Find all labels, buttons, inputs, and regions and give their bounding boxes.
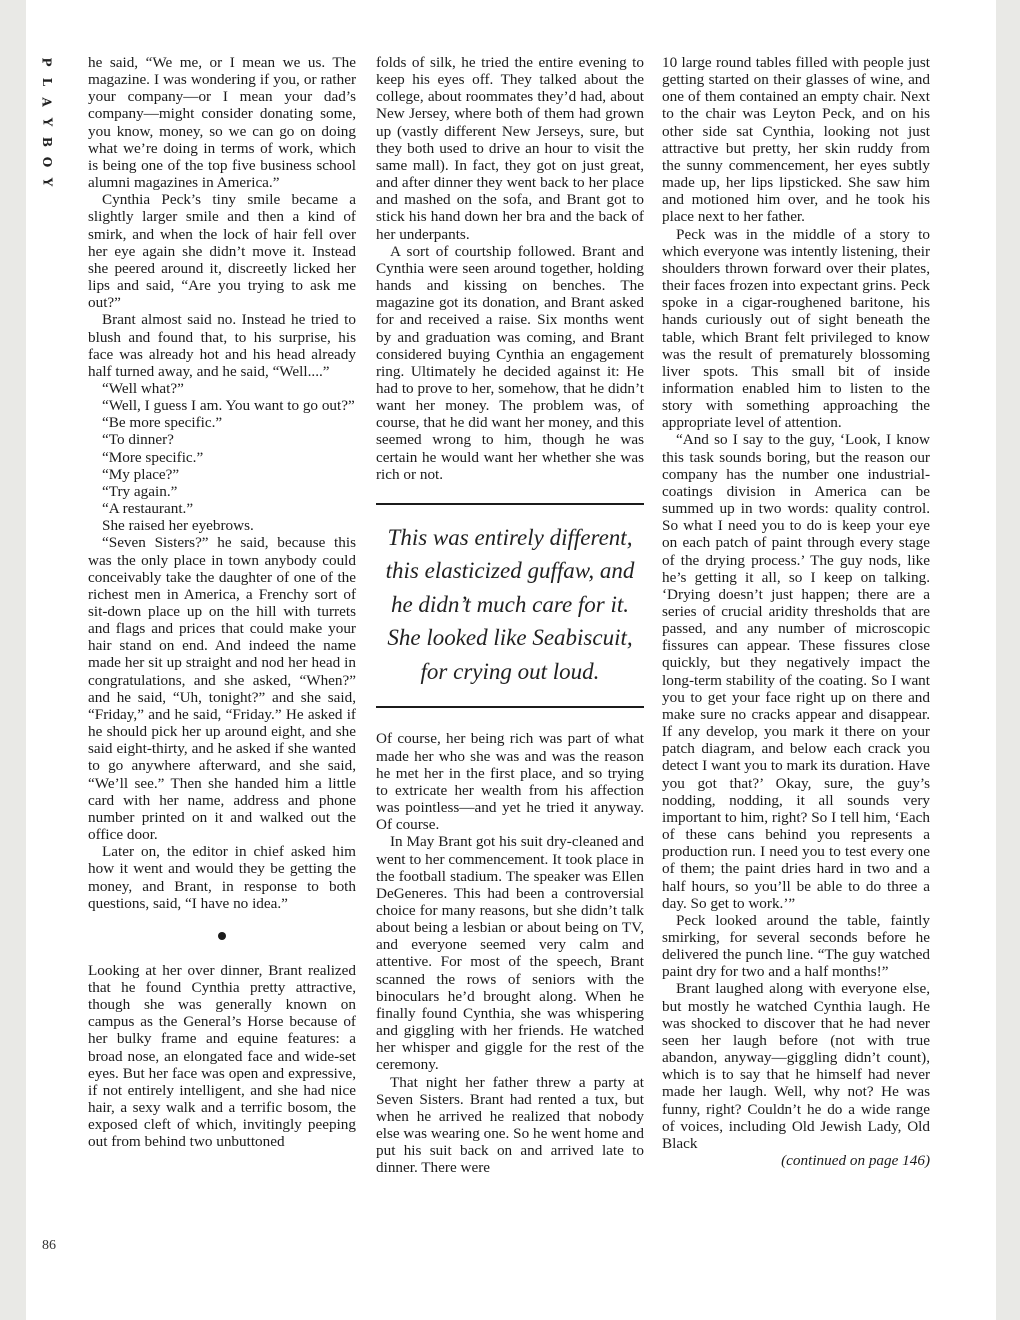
paragraph: “Be more specific.” bbox=[102, 414, 223, 432]
paragraph: “To dinner? bbox=[102, 431, 174, 449]
paragraph: Looking at her over dinner, Brant realized that he found Cynthia pretty attractive, though she was generally known on campus as the General’s Horse because of her bulky frame and equine features: a broad nose, an elongated face and wide-set eyes. But her face was open and expressive, if not entirely intelligent, and she had nice hair, a sexy walk and a terrific bosom, the exposed cleft of which, invitingly peeping out from behind two unbuttoned bbox=[88, 961, 356, 1151]
paragraph: “A restaurant.” bbox=[102, 500, 194, 518]
masthead-letter: P bbox=[40, 57, 54, 67]
paragraph: A sort of courtship followed. Brant and Cynthia were seen around together, holding hands and kissing on benches. The magazine got its donation, and Brant asked for and received a raise. Six months went by and graduation was coming, and Brant considered buying Cynthia an engagement ring. Ultimately he decided against it: He had to prove to her, somehow, that he didn’t want her money. The problem was, of course, that he did want her money, and this seemed wrong to him, though he was certain he would want her whether she was rich or not. bbox=[376, 242, 644, 483]
paragraph: That night her father threw a party at Seven Sisters. Brant had rented a tux, but when he arrived he realized that nobody else was wearing one. So he went home and put his suit back on and arrived late to dinner. There were bbox=[376, 1073, 644, 1177]
paragraph: he said, “We me, or I mean we us. The magazine. I was wondering if you, or rather your company—or I mean your dad’s company—might consider donating some, you know, money, so we can go on doing what we’re doing in terms of work, which is being one of the top five business school alumni magazines in America.” bbox=[88, 54, 356, 192]
text-column-1 bbox=[88, 54, 356, 1151]
paragraph: “My place?” bbox=[102, 465, 180, 483]
paragraph: “More specific.” bbox=[102, 448, 204, 466]
masthead-letter: B bbox=[40, 136, 54, 148]
pull-quote bbox=[376, 503, 644, 709]
paragraph: “Well, I guess I am. You want to go out?” bbox=[102, 397, 355, 415]
paragraph: Later on, the editor in chief asked him how it went and would they be getting the money, and Brant, in response to both questions, said, “I have no idea.” bbox=[88, 843, 356, 912]
masthead-letter: L bbox=[40, 77, 54, 87]
paragraph: Of course, her being rich was part of what made her who she was and was the reason he met her in the first place, and so trying to extricate her wealth from his affection was pointless—and yet he tried it anyway. Of course. bbox=[376, 730, 644, 834]
masthead-letter: O bbox=[39, 156, 54, 168]
masthead-letter: Y bbox=[39, 177, 54, 187]
paragraph: 10 large round tables filled with people just getting started on their glasses of wine, and one of them contained an empty chair. Next to the chair was Leyton Peck, and on his other side sat Cynthia, looking not just attractive but pretty, her skin ruddy from the sunny commencement, her eyes subtly made up, her lips lipsticked. She saw him and motioned him over, and he took his place next to her father. bbox=[662, 54, 930, 226]
paragraph: Brant almost said no. Instead he tried to blush and found that, to his surprise, his face was already hot and his head already half turned away, and he said, “Well....” bbox=[88, 311, 356, 380]
paragraph: Cynthia Peck’s tiny smile became a slightly larger smile and then a kind of smirk, and when the lock of hair fell over her eye again she didn’t move it. Instead she peered around it, discreetly licked her lips and said, “Are you trying to ask me out?” bbox=[88, 191, 356, 312]
paragraph: Brant laughed along with everyone else, but mostly he watched Cynthia laugh. He was shocked to discover that he had never seen her laugh before (not with true abandon, anyway—giggling didn’t count), which is to say that he himself had never made her laugh. Well, why not? He was funny, right? Couldn’t he do a wide range of voices, including Old Jewish Lady, Old Black bbox=[662, 980, 930, 1152]
page-number: 86 bbox=[42, 1238, 56, 1253]
section-break-dot bbox=[218, 932, 226, 940]
paragraph: In May Brant got his suit dry-cleaned and went to her commencement. It took place in the football stadium. The speaker was Ellen DeGeneres. This had been a controversial choice for many reasons, but she didn’t talk about being a lesbian or about being on TV, and everyone seemed very calm and attentive. For most of the speech, Brant scanned the rows of seniors with the binoculars he’d brought along. When he finally found Cynthia, she was whispering and giggling with her friends. He watched her whisper and giggle for the rest of the ceremony. bbox=[376, 833, 644, 1074]
paragraph: folds of silk, he tried the entire evening to keep his eyes off. They talked about the college, about roommates they’d had, about New Jersey, where both of them had grown up (vastly different New Jerseys, sure, but they both used to drive an hour to visit the same mall). In fact, they got on just great, and after dinner they went back to her place and mashed on the sofa, and Brant got to stick his hand down her bra and the back of her underpants. bbox=[376, 54, 644, 243]
paragraph: Peck looked around the table, faintly smirking, for several seconds before he delivered the punch line. “The guy watched paint dry for two and a half months!” bbox=[662, 911, 930, 981]
paragraph: “And so I say to the guy, ‘Look, I know this task sounds boring, but the reason our company has the number one industrial-coatings division in America can be summed up in two words: quality control. So what I need you to do is keep your eye on each patch of paint through every stage of the drying process.’ The guy nods, like he’s getting it all, so I keep on talking. ‘Drying doesn’t just happen; there are a series of crucial aridity thresholds that are passed, and any number of microscopic fissures can appear. These fissures close quickly, but they negatively impact the long-term stability of the coating. So I want you to get your face right up on there and make sure no cracks appear and disappear. If any develop, you mark it there on your patch diagram, and below each crack you detect I want you to mark its duration. Have you got that?’ Okay, sure, the guy’s nodding, nodding, it all sounds very important to him, right? So I tell him, ‘Each of these cans behind you represents a production run. I need you to test every one of them; the paint dries hard in two and a half hours, so you’ll be able to do three a day. So get to work.’” bbox=[662, 431, 930, 912]
text-column-2 bbox=[376, 54, 644, 1176]
pull-quote-text: This was entirely different, this elasticized guffaw, and he didn’t much care for it. She looked like Seabiscuit, for crying out loud. bbox=[385, 524, 635, 684]
text-column-3 bbox=[662, 54, 930, 1169]
paragraph: “Try again.” bbox=[102, 482, 178, 500]
masthead-letter: Y bbox=[39, 117, 54, 127]
masthead-letter: A bbox=[40, 97, 54, 107]
playboy-vertical-masthead bbox=[38, 52, 56, 192]
continued-line: (continued on page 146) bbox=[781, 1152, 930, 1169]
paragraph: “Well what?” bbox=[102, 379, 184, 397]
paragraph: “Seven Sisters?” he said, because this was the only place in town anybody could conceivably take the daughter of one of the richest men in America, a Frenchy sort of sit-down place up on the hill with turrets and flags and prices that could make your hair stand on end. And indeed the name made her sit up straight and nod her head in congratulations, and she asked, “When?” and he said, “Uh, tonight?” and she said, “Friday,” and he said, “Friday.” He asked if he should pick her up around eight, and she said eight-thirty, and he asked if she wanted to go anywhere afterward, and she said, “We’ll see.” Then she handed him a little card with her name, address and phone number printed on it and walked out the office door. bbox=[88, 534, 356, 844]
paragraph: Peck was in the middle of a story to which everyone was intently listening, their shoulders thrown forward over their plates, their faces frozen into expectant grins. Peck spoke in a cigar-roughened baritone, his hands curiously out of sight beneath the table, which Brant felt privileged to know was the result of prematurely blossoming liver spots. This small bit of inside information enabled him to listen to the story with something approaching the appropriate level of attention. bbox=[662, 225, 930, 432]
paragraph: She raised her eyebrows. bbox=[102, 517, 254, 535]
